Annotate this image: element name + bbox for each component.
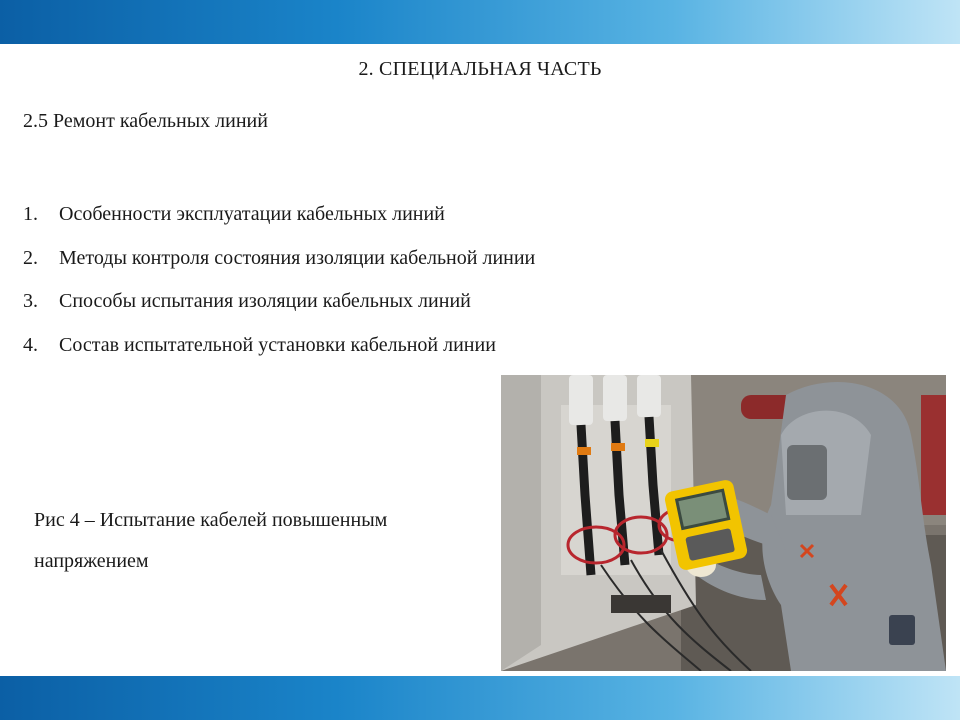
slide-title: 2. СПЕЦИАЛЬНАЯ ЧАСТЬ [358,58,602,80]
list-item-text: Методы контроля состояния изоляции кабельной линии [59,246,536,269]
list-item-text: Состав испытательной установки кабельной линии [59,333,496,356]
list-item-number: 3. [23,290,38,312]
bottom-decorative-band [0,676,960,720]
list-item-text: Особенности эксплуатации кабельных линий [59,203,445,225]
list-item-number: 4. [23,333,38,356]
list-item-text: Способы испытания изоляции кабельных линий [59,290,471,312]
caption-line: напряжением [34,550,149,572]
list-item [23,290,535,334]
photo-illustration [501,375,946,671]
figure-caption [34,500,474,582]
list-item-number: 2. [23,246,38,269]
caption-line: Рис 4 – Испытание кабелей повышенным [34,509,388,531]
list-item [23,203,535,247]
list-item [23,247,535,291]
cable-test-photo [501,375,946,671]
slide-subtitle: 2.5 Ремонт кабельных линий [23,110,268,132]
topic-list [23,203,535,377]
top-decorative-band [0,0,960,44]
list-item-number: 1. [23,203,38,225]
list-item [23,334,535,378]
